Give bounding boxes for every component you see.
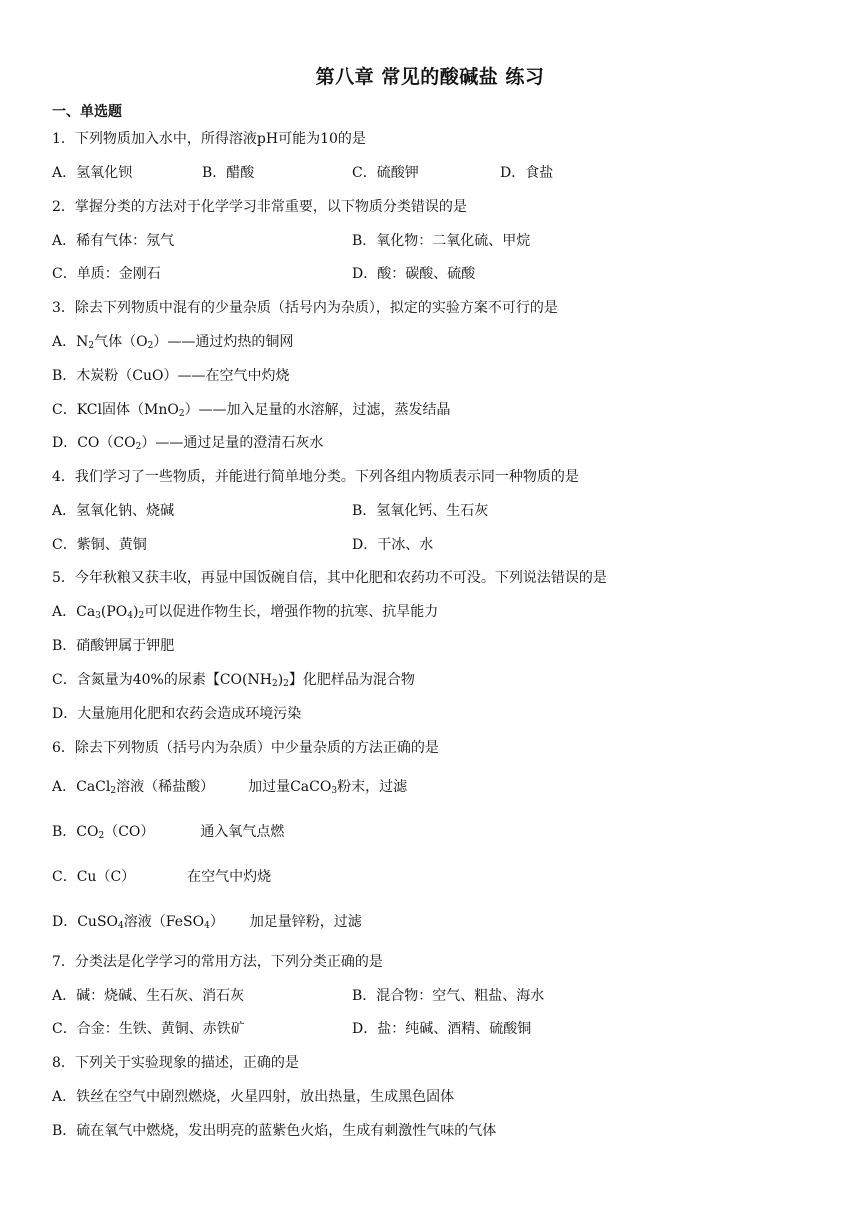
question-4-stem: 4．我们学习了一些物质，并能进行简单地分类。下列各组内物质表示同一种物质的是 (52, 469, 579, 485)
q8-option-b: B．硫在氧气中燃烧，发出明亮的蓝紫色火焰，生成有刺激性气味的气体 (52, 1123, 497, 1139)
q6-b-text-3: 通入氧气点燃 (200, 824, 285, 840)
q4-option-d: D．干冰、水 (352, 537, 434, 553)
q3-a-text-1: A．N (52, 334, 89, 350)
q6-a-text-2: 溶液（稀盐酸） (116, 779, 215, 795)
q6-c-text-1: C．Cu（C） (52, 869, 136, 885)
q6-option-d (52, 911, 362, 931)
q5-c-text-3: 】化肥样品为混合物 (288, 672, 415, 688)
q6-b-text-2: （CO） (104, 824, 155, 840)
q5-a-text-1: A．Ca (52, 604, 96, 620)
q1-option-d: D．食盐 (500, 165, 554, 181)
q5-option-d: D．大量施用化肥和农药会造成环境污染 (52, 706, 302, 722)
q6-b-text-1: B．CO (52, 824, 99, 840)
q6-c-text-2: 在空气中灼烧 (187, 869, 272, 885)
q3-c-text-1: C．KCl固体（MnO (52, 402, 179, 418)
subscript: 4 (127, 611, 133, 621)
subscript: 2 (178, 409, 185, 419)
q6-a-text-1: A．CaCl (52, 779, 111, 795)
q3-a-text-2: 气体（O (94, 334, 148, 350)
page-title: 第八章 常见的酸碱盐 练习 (315, 66, 545, 88)
question-8-stem: 8．下列关于实验现象的描述，正确的是 (52, 1055, 299, 1071)
subscript: 2 (88, 341, 95, 351)
section-heading: 一、单选题 (52, 104, 122, 120)
q2-option-c: C．单质：金刚石 (52, 266, 161, 282)
question-1-stem: 1．下列物质加入水中，所得溶液pH可能为10的是 (52, 131, 366, 147)
q8-option-a: A．铁丝在空气中剧烈燃烧，火星四射，放出热量，生成黑色固体 (52, 1089, 455, 1105)
q3-a-text-3: ）——通过灼热的铜网 (153, 334, 294, 350)
q5-a-text-3: ) (133, 604, 139, 620)
q7-option-c: C．合金：生铁、黄铜、赤铁矿 (52, 1021, 245, 1037)
q6-a-text-3: 加过量CaCO (248, 779, 332, 795)
q6-option-b (52, 821, 284, 841)
question-6-stem: 6．除去下列物质（括号内为杂质）中少量杂质的方法正确的是 (52, 740, 439, 756)
subscript: 2 (138, 611, 145, 621)
q2-option-a: A．稀有气体：氖气 (52, 233, 175, 249)
q5-option-b: B．硝酸钾属于钾肥 (52, 638, 175, 654)
q7-option-d: D．盐：纯碱、酒精、硫酸铜 (352, 1021, 532, 1037)
q5-option-c (52, 669, 415, 689)
subscript: 2 (98, 831, 105, 841)
q6-option-a (52, 776, 407, 796)
subscript: 2 (283, 679, 289, 689)
question-3-stem: 3．除去下列物质中混有的少量杂质（括号内为杂质），拟定的实验方案不可行的是 (52, 300, 558, 316)
q5-c-text-2: ) (277, 672, 284, 688)
subscript: 2 (147, 341, 154, 351)
q5-c-text-1: C．含氮量为40%的尿素【CO(NH (52, 672, 272, 688)
question-2-stem: 2．掌握分类的方法对于化学学习非常重要，以下物质分类错误的是 (52, 199, 467, 215)
q1-option-c: C．硫酸钾 (352, 165, 419, 181)
q5-a-text-4: 可以促进作物生长，增强作物的抗寒、抗旱能力 (144, 604, 439, 620)
q3-option-a (52, 331, 293, 351)
q1-option-b: B．醋酸 (202, 165, 255, 181)
q3-option-b: B．木炭粉（CuO）——在空气中灼烧 (52, 368, 290, 384)
q6-option-c (52, 866, 271, 886)
question-5-stem: 5．今年秋粮又获丰收，再显中国饭碗自信，其中化肥和农药功不可没。下列说法错误的是 (52, 570, 607, 586)
subscript: 3 (331, 786, 338, 796)
q6-d-text-4: 加足量锌粉，过滤 (249, 914, 362, 930)
q6-a-text-4: 粉末，过滤 (337, 779, 408, 795)
q7-option-a: A．碱：烧碱、生石灰、消石灰 (52, 988, 245, 1004)
q6-d-text-1: D．CuSO (52, 914, 119, 930)
q5-option-a (52, 601, 438, 621)
subscript: 3 (95, 611, 101, 621)
q3-d-text-1: D．CO（CO (52, 435, 136, 451)
q2-option-d: D．酸：碳酸、硫酸 (352, 266, 476, 282)
subscript: 2 (271, 679, 278, 689)
q1-option-a: A．氢氧化钡 (52, 165, 133, 181)
q3-c-text-2: ）——加入足量的水溶解，过滤，蒸发结晶 (184, 402, 451, 418)
q6-d-text-2: 溶液（FeSO (123, 914, 205, 930)
subscript: 4 (204, 921, 210, 931)
q5-a-text-2: (PO (100, 604, 128, 620)
subscript: 4 (118, 921, 124, 931)
q3-d-text-2: ）——通过足量的澄清石灰水 (141, 435, 324, 451)
q3-option-d (52, 432, 323, 452)
q6-d-text-3: ） (209, 914, 224, 930)
question-7-stem: 7．分类法是化学学习的常用方法，下列分类正确的是 (52, 954, 383, 970)
q7-option-b: B．混合物：空气、粗盐、海水 (352, 988, 545, 1004)
q2-option-b: B．氧化物：二氧化硫、甲烷 (352, 233, 531, 249)
q3-option-c (52, 399, 451, 419)
subscript: 2 (110, 786, 117, 796)
subscript: 2 (135, 442, 142, 452)
q4-option-c: C．紫铜、黄铜 (52, 537, 147, 553)
q4-option-a: A．氢氧化钠、烧碱 (52, 503, 175, 519)
q4-option-b: B．氢氧化钙、生石灰 (352, 503, 489, 519)
